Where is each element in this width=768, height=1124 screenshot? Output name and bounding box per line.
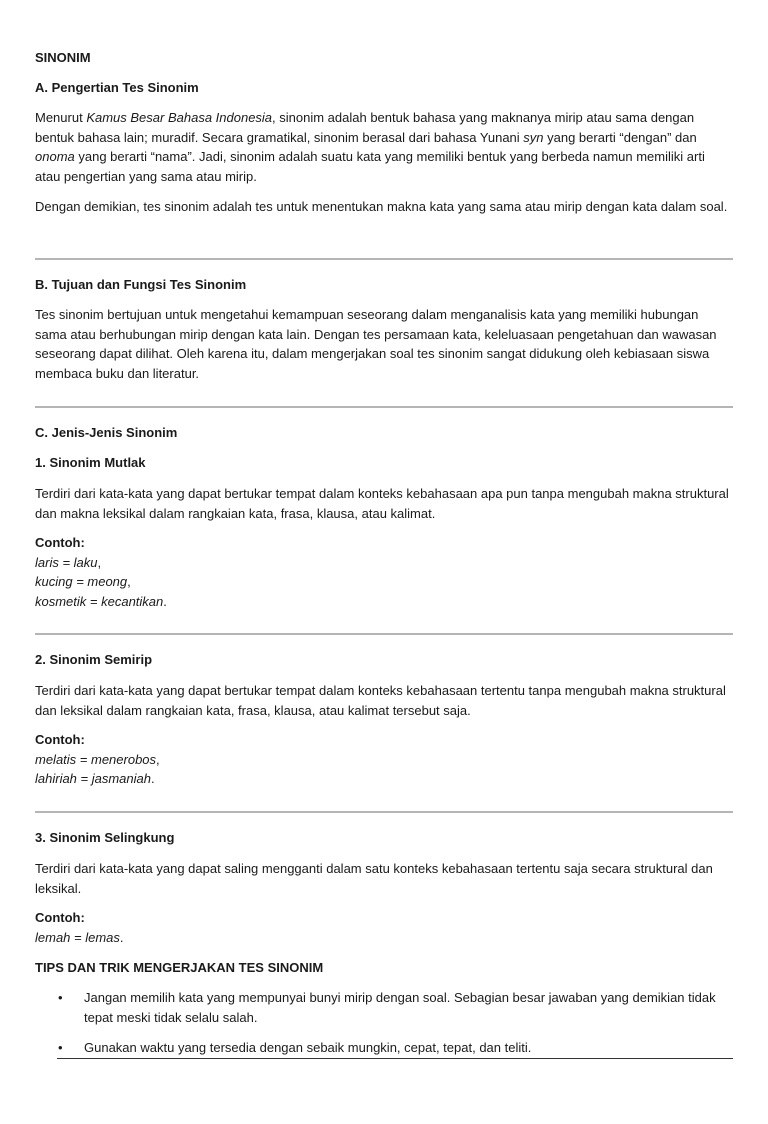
punct: .	[163, 593, 167, 609]
document-title: SINONIM	[35, 50, 91, 65]
section-b-paragraph: Tes sinonim bertujuan untuk mengetahui kemampuan seseorang dalam menganalisis kata yang memiliki hubungan sama atau berhubungan mirip dengan kata lain. Dengan tes persamaan kata, keleluasaan pengetahuan dan wawasan seseorang dapat dilihat. Oleh karena itu, dalam mengerjakan soal tes sinonim sangat didukung oleh kebiasaan siswa membaca buku dan literatur.	[35, 307, 717, 381]
sinonim-semirip-heading: 2. Sinonim Semirip	[35, 652, 153, 667]
divider	[35, 406, 733, 408]
sinonim-semirip-examples	[35, 730, 733, 789]
divider	[35, 633, 733, 635]
tip-text: Gunakan waktu yang tersedia dengan sebaik mungkin, cepat, tepat, dan teliti.	[84, 1040, 532, 1055]
sinonim-mutlak-description: Terdiri dari kata-kata yang dapat bertukar tempat dalam konteks kebahasaan apa pun tanpa mengubah makna struktural dan makna leksikal dalam rangkaian kata, frasa, klausa, atau kalimat.	[35, 486, 729, 521]
text-run: yang berarti “nama”. Jadi, sinonim adalah suatu kata yang memiliki bentuk yang berbeda namun memiliki arti atau pengertian yang sama atau mirip.	[35, 149, 705, 184]
example-text: lahiriah = jasmaniah	[35, 771, 151, 786]
example-item	[35, 928, 733, 948]
tips-heading: TIPS DAN TRIK MENGERJAKAN TES SINONIM	[35, 960, 324, 975]
sinonim-semirip-description: Terdiri dari kata-kata yang dapat bertukar tempat dalam konteks kebahasaan tertentu tanpa mengubah makna struktural dan leksikal dalam rangkaian kata, frasa, klausa, atau kalimat tersebut saja.	[35, 683, 726, 718]
example-text: laris = laku	[35, 554, 98, 570]
sinonim-mutlak-examples	[35, 533, 733, 611]
sinonim-mutlak-heading: 1. Sinonim Mutlak	[35, 455, 146, 470]
contoh-label: Contoh:	[35, 535, 85, 550]
bottom-rule	[57, 1058, 733, 1059]
punct: ,	[127, 574, 131, 589]
text-run: yang berarti “dengan” dan	[543, 129, 697, 145]
sinonim-selingkung-examples	[35, 908, 733, 947]
example-item	[35, 553, 733, 573]
example-item	[35, 750, 733, 770]
punct: .	[150, 771, 155, 786]
contoh-label: Contoh:	[35, 732, 85, 747]
text-run: Menurut	[35, 110, 87, 125]
section-b-heading: B. Tujuan dan Fungsi Tes Sinonim	[35, 277, 247, 292]
section-c-heading: C. Jenis-Jenis Sinonim	[35, 425, 178, 440]
example-item	[35, 769, 733, 789]
bullet-icon: •	[58, 1040, 63, 1055]
syn-italic: syn	[523, 129, 544, 145]
bullet-icon: •	[58, 990, 63, 1005]
divider	[35, 258, 733, 260]
section-a-paragraph-1	[35, 108, 733, 186]
contoh-label: Contoh:	[35, 910, 85, 925]
example-text: kosmetik = kecantikan	[35, 593, 164, 609]
kbbi-italic: Kamus Besar Bahasa Indonesia	[86, 110, 273, 125]
tip-text: Jangan memilih kata yang mempunyai bunyi mirip dengan soal. Sebagian besar jawaban yang demikian tidak tepat meski tidak selalu salah.	[84, 990, 716, 1025]
onoma-italic: onoma	[35, 149, 75, 164]
divider	[35, 811, 733, 813]
example-text: kucing = meong	[35, 574, 128, 589]
example-item	[35, 592, 733, 612]
section-a-heading: A. Pengertian Tes Sinonim	[35, 80, 199, 95]
example-text: melatis = menerobos	[35, 751, 157, 767]
sinonim-selingkung-heading: 3. Sinonim Selingkung	[35, 830, 175, 845]
punct: ,	[156, 751, 160, 767]
punct: .	[119, 929, 124, 945]
sinonim-selingkung-description: Terdiri dari kata-kata yang dapat saling mengganti dalam satu konteks kebahasaan tertentu saja secara struktural dan leksikal.	[35, 861, 713, 896]
section-a-paragraph-2: Dengan demikian, tes sinonim adalah tes untuk menentukan makna kata yang sama atau mirip dengan kata dalam soal.	[35, 199, 728, 214]
punct: ,	[97, 554, 102, 570]
text-run: , sinonim adalah bentuk bahasa yang maknanya mirip atau sama dengan bentuk bahasa lain; muradif. Secara gramatikal, sinonim berasal dari bahasa Yunani	[35, 110, 695, 145]
example-text: lemah = lemas	[35, 929, 120, 945]
example-item	[35, 572, 733, 592]
